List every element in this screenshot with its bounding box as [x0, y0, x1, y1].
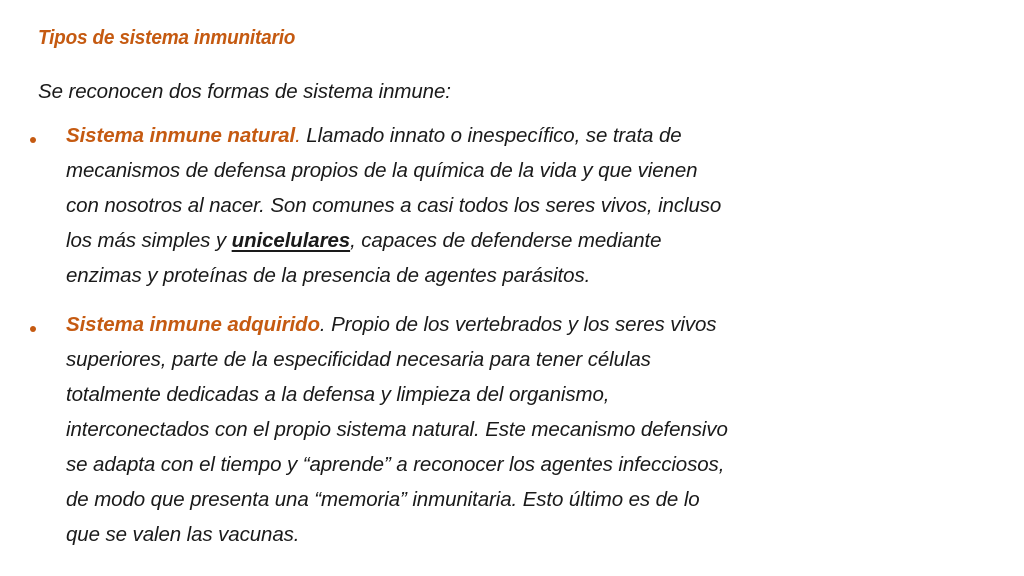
bullet-text: , capaces de defenderse mediante	[350, 229, 662, 252]
slide-title: Tipos de sistema inmunitario	[38, 27, 296, 49]
bullet-line: se adapta con el tiempo y “aprende” a reconocer los agentes infecciosos,	[66, 453, 725, 476]
bullet-text: los más simples y	[66, 229, 232, 252]
bullet-adquirido	[66, 307, 786, 552]
bullet-line: con nosotros al nacer. Son comunes a casi todos los seres vivos, incluso	[66, 194, 722, 217]
bullet-line	[66, 118, 786, 153]
intro-text: Se reconocen dos formas de sistema inmune:	[38, 80, 451, 103]
bullet-line: superiores, parte de la especificidad necesaria para tener células	[66, 348, 651, 371]
bullet-line: de modo que presenta una “memoria” inmunitaria. Esto último es de lo	[66, 488, 700, 511]
bullet-line: interconectados con el propio sistema natural. Este mecanismo defensivo	[66, 418, 728, 441]
bullet-natural	[66, 118, 786, 293]
unicelulares-link[interactable]: unicelulares	[231, 229, 351, 252]
term-natural: Sistema inmune natural	[66, 124, 296, 147]
term-punct: .	[295, 124, 301, 147]
bullet-line: totalmente dedicadas a la defensa y limpieza del organismo,	[66, 383, 610, 406]
bullet-line	[66, 223, 786, 258]
bullet-line: enzimas y proteínas de la presencia de agentes parásitos.	[66, 264, 591, 287]
bullet-dot-icon	[30, 137, 36, 143]
bullet-text: Llamado innato o inespecífico, se trata de	[300, 124, 682, 147]
bullet-line: que se valen las vacunas.	[66, 523, 300, 546]
bullet-line	[66, 307, 786, 342]
term-adquirido: Sistema inmune adquirido	[66, 313, 320, 336]
bullet-line: mecanismos de defensa propios de la química de la vida y que vienen	[66, 159, 698, 182]
bullet-dot-icon	[30, 326, 36, 332]
bullet-text: . Propio de los vertebrados y los seres vivos	[319, 313, 717, 336]
